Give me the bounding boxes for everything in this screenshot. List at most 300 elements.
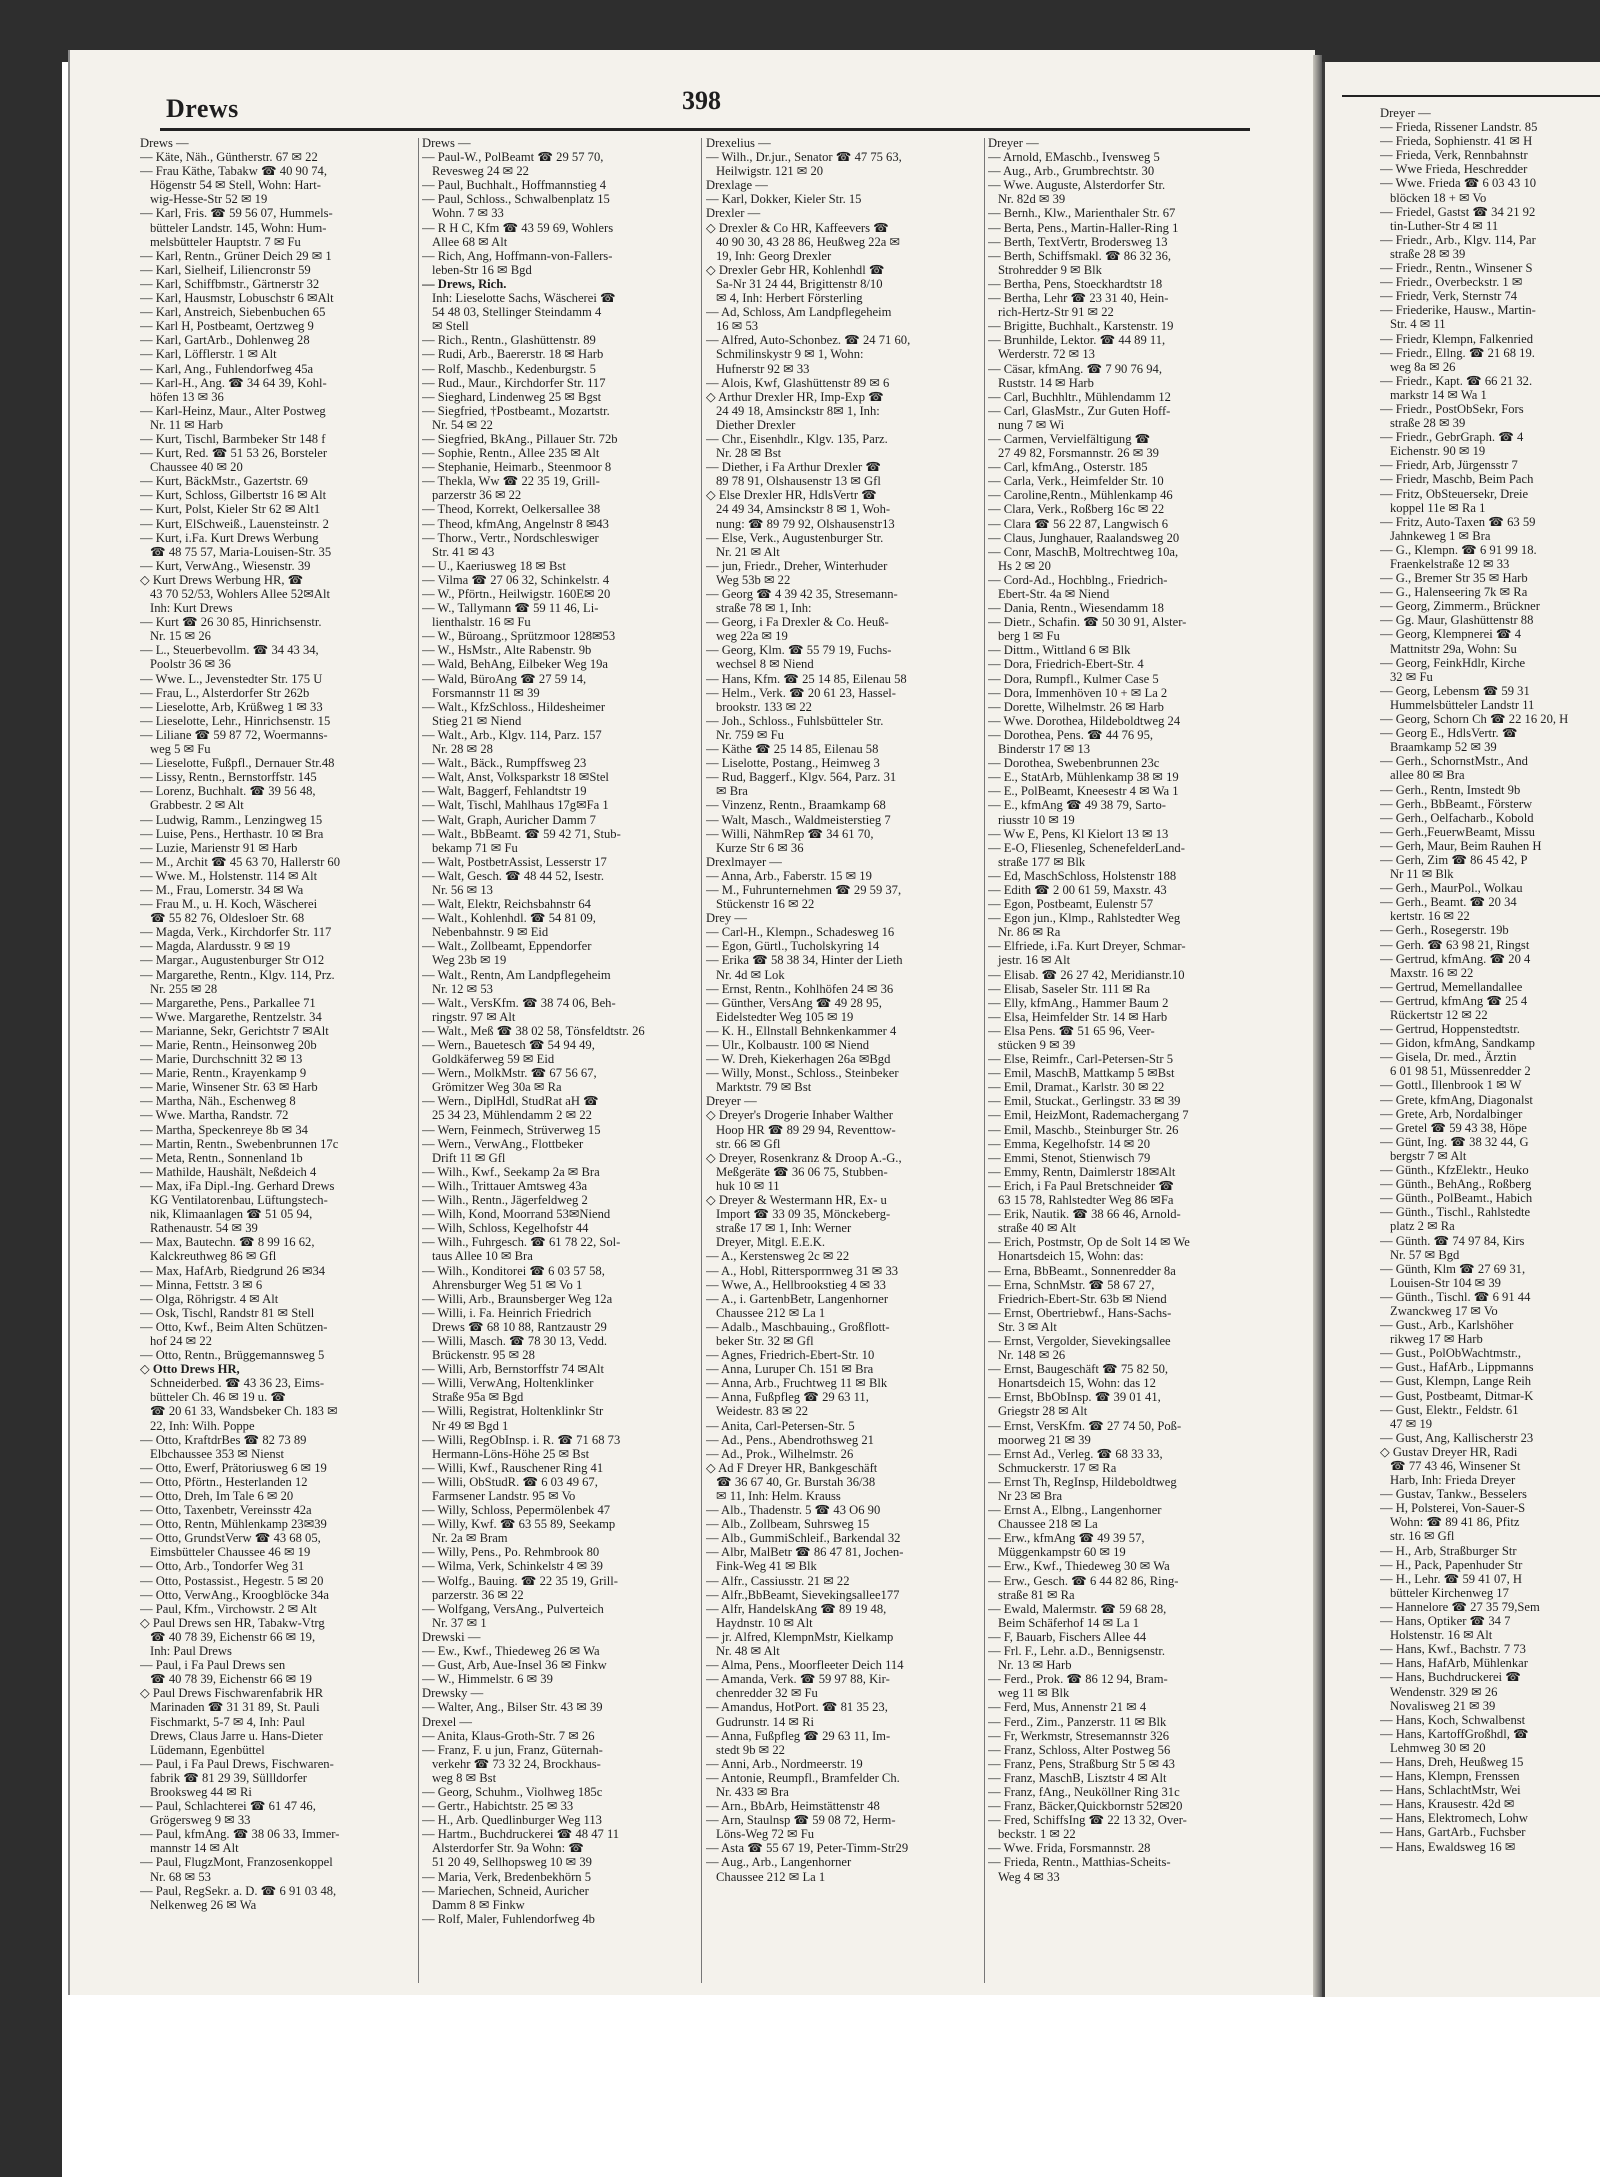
directory-entry: 43 70 52/53, Wohlers Allee 52✉Alt <box>150 587 331 601</box>
directory-entry: — Emil, HeizMont, Rademachergang 7 <box>988 1108 1189 1123</box>
directory-entry: — Alfr., Cassiusstr. 21 ✉ 22 <box>706 1573 850 1588</box>
directory-entry: — Ernst Ad., Verleg. ☎ 68 33 33, <box>988 1446 1163 1461</box>
directory-entry: Nr. 68 ✉ 53 <box>150 1869 211 1884</box>
directory-entry: weg 5 ✉ Fu <box>150 742 211 757</box>
directory-entry: — Frau Käthe, Tabakw ☎ 40 90 74, <box>140 164 328 179</box>
directory-entry: — Wilh., Kwf., Seekamp 2a ✉ Bra <box>422 1164 600 1179</box>
directory-entry: Hoop HR ☎ 89 29 94, Reventtow- <box>716 1122 896 1137</box>
directory-entry: — Otto, Kwf., Beim Alten Schützen- <box>140 1319 328 1334</box>
directory-entry: Binderstr 17 ✉ 13 <box>998 742 1091 757</box>
directory-entry: — Otto, Rentn., Brüggemannsweg 5 <box>140 1348 325 1363</box>
directory-entry: — Theod, Korrekt, Oelkersallee 38 <box>422 502 601 517</box>
directory-entry: beckstr. 1 ✉ 22 <box>998 1827 1076 1842</box>
directory-entry: — Wern., DiplHdl, StudRat aH ☎ <box>422 1094 599 1109</box>
directory-entry: Nr. 11 ✉ Harb <box>150 417 224 432</box>
directory-entry: — Gerh., Rentn, Imstedt 9b <box>1380 782 1521 797</box>
directory-entry: höfen 13 ✉ 36 <box>150 389 224 404</box>
directory-entry: — Willy, Kwf. ☎ 63 55 89, Seekamp <box>422 1517 616 1532</box>
directory-entry: — A., i. GartenbBetr, Langenhorner <box>706 1291 889 1306</box>
directory-entry: — Cäsar, kfmAng. ☎ 7 90 76 94, <box>988 361 1162 376</box>
directory-entry: — Magda, Verk., Kirchdorfer Str. 117 <box>140 925 332 940</box>
directory-entry: — Ewald, Malermstr. ☎ 59 68 28, <box>988 1601 1167 1616</box>
directory-entry: Hermann-Löns-Höhe 25 ✉ Bst <box>432 1446 590 1461</box>
directory-entry: — Georg, Zimmerm., Brückner <box>1380 599 1540 614</box>
directory-entry: — Georg, Klm. ☎ 55 79 19, Fuchs- <box>706 643 892 658</box>
directory-entry: Nr. 28 ✉ Bst <box>716 446 782 461</box>
directory-entry: moorweg 21 ✉ 39 <box>998 1432 1091 1447</box>
directory-entry: — Elfriede, i.Fa. Kurt Dreyer, Schmar- <box>988 939 1186 954</box>
directory-entry: rich-Hertz-Str 91 ✉ 22 <box>998 305 1114 320</box>
directory-entry: ◇ Paul Drews sen HR, Tabakw-Vtrg <box>140 1615 325 1630</box>
directory-entry: Kurze Str 6 ✉ 36 <box>716 840 804 855</box>
directory-entry: Str. 3 ✉ Alt <box>998 1319 1057 1334</box>
directory-entry: — Georg, Lebensm ☎ 59 31 <box>1380 683 1530 698</box>
directory-entry: — Hannelore ☎ 27 35 79,Sem <box>1380 1599 1540 1614</box>
directory-entry: — Emma, Kegelhofstr. 14 ✉ 20 <box>988 1136 1151 1151</box>
directory-entry: Kalckreuthweg 86 ✉ Gfl <box>150 1249 277 1264</box>
directory-entry: — G., Klempn. ☎ 6 91 99 18. <box>1380 542 1537 557</box>
directory-entry: Drews — <box>422 136 471 150</box>
directory-entry: — Marie, Winsener Str. 63 ✉ Harb <box>140 1080 318 1095</box>
directory-entry: wig-Hesse-Str 52 ✉ 19 <box>150 192 268 207</box>
directory-entry: Nr. 54 ✉ 22 <box>432 417 493 432</box>
directory-entry: stücken 9 ✉ 39 <box>998 1038 1076 1052</box>
directory-entry: — Friedr, Verk, Sternstr 74 <box>1380 289 1518 304</box>
directory-entry: Wohn: ☎ 89 41 86, Pfitz <box>1390 1515 1520 1530</box>
directory-entry: — Dorothea, Pens. ☎ 44 76 95, <box>988 727 1154 742</box>
directory-entry: huk 10 ✉ 11 <box>716 1178 780 1193</box>
directory-entry: — Walt, PostbetrAssist, Lesserstr 17 <box>422 854 607 869</box>
directory-entry: — Margarethe, Rentn., Klgv. 114, Prz. <box>140 967 335 982</box>
directory-entry: — Hartm., Buchdruckerei ☎ 48 47 11 <box>422 1827 620 1842</box>
directory-entry: — Paul, Schlachterei ☎ 61 47 46, <box>140 1799 316 1814</box>
directory-entry: straße 81 ✉ Ra <box>998 1587 1075 1602</box>
directory-entry: stedt 9b ✉ 22 <box>716 1742 785 1757</box>
directory-entry: — Adalb., Maschbauing., Großflott- <box>706 1319 890 1334</box>
directory-entry: — Antonie, Reumpfl., Bramfelder Ch. <box>706 1770 900 1785</box>
header-rule-right-page <box>1342 95 1600 97</box>
directory-entry: — A., Kerstensweg 2c ✉ 22 <box>706 1249 850 1264</box>
directory-entry: — W., Büroang., Sprützmoor 128✉53 <box>422 629 616 644</box>
directory-entry: Nr. 255 ✉ 28 <box>150 981 218 996</box>
directory-entry: koppel 11e ✉ Ra 1 <box>1390 500 1486 515</box>
directory-entry: Allee 68 ✉ Alt <box>432 234 508 249</box>
directory-entry: Revesweg 24 ✉ 22 <box>432 164 529 179</box>
directory-entry: 27 49 82, Forsmannstr. 26 ✉ 39 <box>998 446 1159 461</box>
directory-entry: — Walter, Ang., Bilser Str. 43 ✉ 39 <box>422 1700 603 1715</box>
directory-entry: — Gust, Ang, Kallischerstr 23 <box>1380 1430 1534 1445</box>
directory-entry: Hummelsbütteler Landstr 11 <box>1390 697 1535 712</box>
directory-entry: — Wwe. Margarethe, Rentzelstr. 34 <box>140 1009 322 1024</box>
directory-entry: — Gidon, kfmAng, Sandkamp <box>1380 1036 1535 1051</box>
directory-entry: Nr. 759 ✉ Fu <box>716 727 784 742</box>
directory-entry: — Dittm., Wittland 6 ✉ Blk <box>988 643 1131 658</box>
directory-entry: — Günth., KfzElektr., Heuko <box>1380 1163 1529 1178</box>
directory-entry: — Georg, Klempnerei ☎ 4 <box>1380 627 1522 642</box>
directory-entry: — W. Dreh, Kiekerhagen 26a ✉Bgd <box>706 1052 891 1067</box>
directory-entry: — Maria, Verk, Bredenbekhörn 5 <box>422 1869 592 1884</box>
directory-entry: — Walt., Meß ☎ 38 02 58, Tönsfeldtstr. 26 <box>422 1023 645 1038</box>
directory-entry: — Paul, Buchhalt., Hoffmannstieg 4 <box>422 178 607 193</box>
directory-entry: Drews ☎ 68 10 88, Rantzaustr 29 <box>432 1319 607 1334</box>
directory-entry: — Stephanie, Heimarb., Steenmoor 8 <box>422 460 612 475</box>
directory-entry: — Gg. Maur, Glashüttenstr 88 <box>1380 613 1534 628</box>
directory-entry: — Gust, Postbeamt, Ditmar-K <box>1380 1388 1534 1403</box>
directory-entry: — Carl-H., Klempn., Schadesweg 16 <box>706 925 895 940</box>
directory-entry: — Franz, Bäcker,Quickbornstr 52✉20 <box>988 1799 1183 1814</box>
directory-entry: — Kurt, Schloss, Gilbertstr 16 ✉ Alt <box>140 488 327 503</box>
directory-entry: Chaussee 40 ✉ 20 <box>150 460 243 475</box>
directory-entry: — Gust, Elektr., Feldstr. 61 <box>1380 1402 1519 1417</box>
directory-entry: berg 1 ✉ Fu <box>998 629 1060 644</box>
directory-entry: — Dora, Friedrich-Ebert-Str. 4 <box>988 657 1144 672</box>
directory-entry: — Willy, Schloss, Pepermölenbek 47 <box>422 1503 611 1518</box>
directory-entry: — Ferd, Mus, Annenstr 21 ✉ 4 <box>988 1700 1147 1715</box>
directory-entry: jestr. 16 ✉ Alt <box>998 953 1071 968</box>
directory-entry: — Aug., Arb., Langenhorner <box>706 1855 852 1870</box>
column-divider <box>701 138 702 1983</box>
directory-entry: Brückenstr. 95 ✉ 28 <box>432 1348 535 1363</box>
directory-entry: — Anna, Arb., Faberstr. 15 ✉ 19 <box>706 868 872 883</box>
directory-entry: — Walt., VersKfm. ☎ 38 74 06, Beh- <box>422 995 616 1010</box>
directory-entry: Nr. 148 ✉ 26 <box>998 1348 1066 1363</box>
directory-entry: — Arnold, EMaschb., Ivensweg 5 <box>988 150 1160 165</box>
directory-entry: — Alb., GummiSchleif., Barkendal 32 <box>706 1531 901 1546</box>
directory-entry: — Cord-Ad., Hochblng., Friedrich- <box>988 572 1168 587</box>
directory-entry: — Fr, Werkmstr, Stresemannstr 326 <box>988 1728 1170 1743</box>
directory-entry: Schmilinskystr 9 ✉ 1, Wohn: <box>716 347 864 362</box>
directory-entry: — Marianne, Sekr, Gerichtstr 7 ✉Alt <box>140 1023 329 1038</box>
directory-entry: — Frau M., u. H. Koch, Wäscherei <box>140 897 318 912</box>
directory-entry: — Clara, Verk., Roßberg 16c ✉ 22 <box>988 502 1165 517</box>
directory-entry: — Arn, Staulnsp ☎ 59 08 72, Herm- <box>706 1813 896 1828</box>
directory-entry: — Erw., Gesch. ☎ 6 44 82 86, Ring- <box>988 1573 1179 1588</box>
directory-entry: — Wwe. Frida, Forsmannstr. 28 <box>988 1841 1151 1856</box>
directory-entry: — Hans, Klempn, Frenssen <box>1380 1769 1520 1784</box>
directory-entry: Weg 53b ✉ 22 <box>716 572 791 587</box>
directory-entry: — Gerh., BbBeamt., Försterw <box>1380 796 1533 811</box>
directory-entry: — Karl, Ang., Fuhlendorfweg 45a <box>140 361 314 376</box>
directory-entry: — Elisab, Saseler Str. 111 ✉ Ra <box>988 981 1151 996</box>
directory-entry: markstr 14 ✉ Wa 1 <box>1390 387 1487 402</box>
directory-entry: — Gerh. ☎ 63 98 21, Ringst <box>1380 937 1530 952</box>
directory-entry: — Hans, Koch, Schwalbenst <box>1380 1712 1526 1727</box>
directory-entry: — H., Arb. Quedlinburger Weg 113 <box>422 1813 602 1828</box>
directory-entry: Löns-Weg 72 ✉ Fu <box>716 1827 815 1842</box>
directory-entry: — Gertr., Habichtstr. 25 ✉ 33 <box>422 1799 574 1814</box>
directory-entry: Forsmannstr 11 ✉ 39 <box>432 685 540 700</box>
directory-entry: — Wern, Feinmech, Strüverweg 15 <box>422 1122 601 1137</box>
directory-entry: — Marie, Rentn., Heinsonweg 20b <box>140 1038 317 1052</box>
directory-entry: Nebenbahnstr. 9 ✉ Eid <box>432 925 549 940</box>
directory-entry: — W., Himmelstr. 6 ✉ 39 <box>422 1672 553 1687</box>
directory-entry: bütteler Kirchenweg 17 <box>1390 1585 1509 1600</box>
directory-entry: — Martha, Speckenreye 8b ✉ 34 <box>140 1122 308 1137</box>
directory-entry: Müggenkampstr 60 ✉ 19 <box>998 1545 1126 1560</box>
directory-entry: Straße 95a ✉ Bgd <box>432 1390 524 1405</box>
directory-entry: — Otto, KraftdrBes ☎ 82 73 89 <box>140 1432 307 1447</box>
directory-entry: Lehmweg 30 ✉ 20 <box>1390 1740 1486 1755</box>
directory-entry: — Fritz, ObSteuersekr, Dreie <box>1380 486 1529 501</box>
directory-entry: Novalisweg 21 ✉ 39 <box>1390 1698 1496 1713</box>
directory-entry: 47 ✉ 19 <box>1390 1416 1433 1431</box>
directory-entry: — Brunhilde, Lektor. ☎ 44 89 11, <box>988 333 1166 348</box>
directory-entry: Drexler — <box>706 206 761 221</box>
directory-entry: — Wilh., Rentn., Jägerfeldweg 2 <box>422 1193 588 1208</box>
directory-entry: — Walt., KfzSchloss., Hildesheimer <box>422 699 606 714</box>
directory-entry: — Friederike, Hausw., Martin- <box>1380 303 1536 318</box>
directory-entry: — E., kfmAng ☎ 49 38 79, Sarto- <box>988 798 1166 813</box>
directory-entry: — Hans, HafArb, Mühlenkar <box>1380 1656 1528 1671</box>
directory-entry: — Hans, Dreh, Heußweg 15 <box>1380 1754 1524 1769</box>
directory-entry: — Rich, Ang, Hoffmann-von-Fallers- <box>422 248 613 263</box>
page-title: Drews <box>166 94 239 123</box>
directory-entry: Weidestr. 83 ✉ 22 <box>716 1404 809 1419</box>
directory-entry: — Anna, Luruper Ch. 151 ✉ Bra <box>706 1362 874 1377</box>
directory-entry: — Friedr., Ellng. ☎ 21 68 19. <box>1380 345 1535 360</box>
directory-entry: — Ad., Prok., Wilhelmstr. 26 <box>706 1446 854 1461</box>
directory-entry: — Walt, Elektr, Reichsbahnstr 64 <box>422 897 591 912</box>
directory-entry: — Paul, RegSekr. a. D. ☎ 6 91 03 48, <box>140 1883 337 1898</box>
directory-entry: — Gertrud, kfmAng. ☎ 20 4 <box>1380 951 1531 966</box>
directory-entry: — Friedr, Klempn, Falkenried <box>1380 331 1534 346</box>
directory-entry: Brooksweg 44 ✉ Ri <box>150 1784 252 1799</box>
directory-entry: Str. 41 ✉ 43 <box>432 544 495 559</box>
directory-entry: — Ernst, Rentn., Kohlhöfen 24 ✉ 36 <box>706 981 894 996</box>
directory-entry: — Wern., Bauetesch ☎ 54 94 49, <box>422 1038 595 1052</box>
directory-entry: Hufnerstr 92 ✉ 33 <box>716 361 810 376</box>
directory-entry: — W., Tallymann ☎ 59 11 46, Li- <box>422 601 599 616</box>
directory-entry: — Dora, Immenhöven 10 + ✉ La 2 <box>988 685 1168 700</box>
directory-entry: — jr. Alfred, KlempnMstr, Kielkamp <box>706 1629 894 1644</box>
directory-entry: Dreyer — <box>706 1094 757 1109</box>
directory-entry: — Frieda, Verk, Rennbahnstr <box>1380 148 1528 163</box>
directory-entry: — Otto, Arb., Tondorfer Weg 31 <box>140 1559 305 1574</box>
directory-entry: ◇ Kurt Drews Werbung HR, ☎ <box>140 572 304 587</box>
directory-entry: — Willi, ObStudR. ☎ 6 03 49 67, <box>422 1474 598 1489</box>
directory-entry: — Carl, Buchhltr., Mühlendamm 12 <box>988 389 1171 404</box>
directory-entry: — Walt, Anst, Volksparkstr 18 ✉Stel <box>422 770 609 785</box>
directory-entry: — Kurt, Tischl, Barmbeker Str 148 f <box>140 431 326 446</box>
directory-entry: — Anita, Klaus-Groth-Str. 7 ✉ 26 <box>422 1728 595 1743</box>
directory-entry: — Wwe Frieda, Heschredder <box>1380 162 1528 177</box>
directory-entry: ◇ Dreyer & Westermann HR, Ex- u <box>706 1193 887 1208</box>
directory-entry: bergstr 7 ✉ Alt <box>1390 1148 1467 1163</box>
directory-column-2 <box>422 136 697 1986</box>
directory-entry: 6 01 98 51, Müssenredder 2 <box>1390 1064 1531 1079</box>
directory-entry: ◇ Dreyer, Rosenkranz & Droop A.-G., <box>706 1150 902 1165</box>
directory-entry: — Amanda, Verk. ☎ 59 97 88, Kir- <box>706 1672 890 1687</box>
directory-entry: — Karl, Hausmstr, Lobuschstr 6 ✉Alt <box>140 291 334 306</box>
directory-entry: — Agnes, Friedrich-Ebert-Str. 10 <box>706 1348 875 1363</box>
directory-entry: str. 66 ✉ Gfl <box>716 1136 781 1151</box>
directory-entry: weg 11 ✉ Blk <box>998 1686 1070 1701</box>
directory-entry: Drexlmayer — <box>706 854 782 869</box>
directory-entry: Hs 2 ✉ 20 <box>998 558 1051 573</box>
directory-entry: — Walt., Kohlenhdl. ☎ 54 81 09, <box>422 911 596 926</box>
directory-entry: ☎ 20 61 33, Wandsbeker Ch. 183 ✉ <box>150 1404 338 1419</box>
directory-entry: — Max, Bautechn. ☎ 8 99 16 62, <box>140 1235 315 1250</box>
directory-entry: — Magda, Alardusstr. 9 ✉ 19 <box>140 939 291 954</box>
directory-entry: — Lieselotte, Fußpfl., Dernauer Str.48 <box>140 756 335 771</box>
directory-entry: — L., Steuerbevollm. ☎ 34 43 34, <box>140 643 319 658</box>
directory-entry: ☎ 77 43 46, Winsener St <box>1390 1459 1521 1473</box>
directory-entry: — Ulr., Kolbaustr. 100 ✉ Niend <box>706 1038 870 1052</box>
directory-entry: — Wolfgang, VersAng., Pulverteich <box>422 1601 604 1616</box>
directory-entry: — Ernst, Vergolder, Sievekingsallee <box>988 1333 1171 1348</box>
directory-entry: — A., Hobl, Rittersporrnweg 31 ✉ 33 <box>706 1263 899 1278</box>
directory-entry: Inh: Lieselotte Sachs, Wäscherei ☎ <box>432 291 616 306</box>
directory-entry: — Elsa Pens. ☎ 51 65 96, Veer- <box>988 1023 1155 1038</box>
directory-entry: — Karl, Löfflerstr. 1 ✉ Alt <box>140 347 277 362</box>
directory-entry: — Erik, Nautik. ☎ 38 66 46, Arnold- <box>988 1207 1181 1222</box>
page-number: 398 <box>682 86 721 115</box>
directory-entry: — Gerh., MaurPol., Wolkau <box>1380 881 1523 896</box>
directory-entry: — Dora, Rumpfl., Kulmer Case 5 <box>988 671 1159 686</box>
directory-entry: Nr. 82d ✉ 39 <box>998 192 1066 207</box>
directory-entry: Damm 8 ✉ Finkw <box>432 1897 525 1912</box>
directory-entry: Eichenstr. 90 ✉ 19 <box>1390 444 1486 459</box>
directory-entry: — Günth., PolBeamt., Habich <box>1380 1191 1533 1206</box>
directory-entry: — Bernh., Klw., Marienthaler Str. 67 <box>988 206 1176 221</box>
directory-entry: parzerstr. 36 ✉ 22 <box>432 1587 524 1602</box>
directory-entry: 25 34 23, Mühlendamm 2 ✉ 22 <box>432 1108 592 1123</box>
directory-entry: — Willy, Monst., Schloss., Steinbeker <box>706 1066 899 1081</box>
directory-entry: — Max, HafArb, Riedgrund 26 ✉34 <box>140 1263 326 1278</box>
directory-entry: — Drews, Rich. <box>422 276 507 291</box>
directory-entry: — Asta ☎ 55 67 19, Peter-Timm-Str29 <box>706 1841 909 1856</box>
directory-entry: — Gretel ☎ 59 43 38, Höpe <box>1380 1120 1527 1135</box>
directory-entry: — Gustav, Tankw., Besselers <box>1380 1487 1527 1502</box>
directory-entry: Farmsener Landstr. 95 ✉ Vo <box>432 1489 576 1503</box>
directory-entry: — Rolf, Maschb., Kedenburgstr. 5 <box>422 361 596 376</box>
directory-entry: — Walt., Zollbeamt, Eppendorfer <box>422 939 592 954</box>
directory-entry: Beim Schäferhof 14 ✉ La 1 <box>998 1615 1139 1630</box>
directory-entry: — Mariechen, Schneid, Auricher <box>422 1883 589 1898</box>
directory-entry: Jahnkeweg 1 ✉ Bra <box>1390 528 1491 543</box>
directory-entry: — Otto, Ewerf, Prätoriusweg 6 ✉ 19 <box>140 1460 327 1475</box>
directory-entry: Stückenstr 16 ✉ 22 <box>716 897 815 912</box>
directory-entry: Lüdemann, Egenbüttel <box>150 1742 265 1757</box>
directory-entry: Meßgeräte ☎ 36 06 75, Stubben- <box>716 1164 888 1179</box>
directory-entry: Ebert-Str. 4a ✉ Niend <box>998 587 1110 601</box>
directory-entry: — Dorette, Wilhelmstr. 26 ✉ Harb <box>988 699 1164 714</box>
directory-entry: Louisen-Str 104 ✉ 39 <box>1390 1275 1501 1290</box>
directory-entry: platz 2 ✉ Ra <box>1390 1219 1455 1234</box>
directory-entry: — Erich, i Fa Paul Bretschneider ☎ <box>988 1178 1175 1193</box>
directory-entry: — Franz, MaschB, Lisztstr 4 ✉ Alt <box>988 1770 1167 1785</box>
directory-entry: — Willy, Pens., Po. Rehmbrook 80 <box>422 1545 600 1560</box>
directory-entry: — Gottl., Illenbrook 1 ✉ W <box>1380 1078 1522 1093</box>
directory-entry: — Bertha, Pens, Stoeckhardtstr 18 <box>988 276 1163 291</box>
scan-border-left <box>0 0 62 2177</box>
directory-entry: — jun, Friedr., Dreher, Winterhuder <box>706 558 888 573</box>
directory-entry: — Karl H, Postbeamt, Oertzweg 9 <box>140 319 314 334</box>
directory-entry: melsbütteler Hauptstr. 7 ✉ Fu <box>150 234 301 249</box>
directory-entry: brookstr. 133 ✉ 22 <box>716 699 812 714</box>
directory-entry: Grögersweg 9 ✉ 33 <box>150 1813 251 1828</box>
directory-entry: weg 8 ✉ Bst <box>432 1770 497 1785</box>
directory-entry: — Theod, kfmAng, Angelnstr 8 ✉43 <box>422 516 609 531</box>
directory-entry: — Ed, MaschSchloss, Holstenstr 188 <box>988 868 1177 883</box>
directory-entry: — Wilh., Dr.jur., Senator ☎ 47 75 63, <box>706 150 902 165</box>
directory-entry: Nr. 433 ✉ Bra <box>716 1784 789 1799</box>
directory-entry: — Anni, Arb., Nordmeerstr. 19 <box>706 1756 863 1771</box>
directory-entry: Nr. 4d ✉ Lok <box>716 967 785 982</box>
directory-entry: parzerstr 36 ✉ 22 <box>432 488 522 503</box>
directory-entry: — Mathilde, Haushält, Neßdeich 4 <box>140 1164 317 1179</box>
directory-entry: — Anna, Fußpfleg ☎ 29 63 11, <box>706 1390 869 1405</box>
directory-entry: — Alfr.,BbBeamt, Sievekingsallee177 <box>706 1587 900 1602</box>
directory-entry: — Friedr., Rentn., Winsener S <box>1380 261 1533 276</box>
directory-entry: ◇ Else Drexler HR, HdlsVertr ☎ <box>706 488 877 503</box>
directory-entry: — Karl, Sielheif, Liliencronstr 59 <box>140 262 311 277</box>
directory-entry: rikweg 17 ✉ Harb <box>1390 1332 1483 1347</box>
directory-entry: — Emmi, Stenot, Stienwisch 79 <box>988 1150 1151 1165</box>
directory-entry: — Dorothea, Swebenbrunnen 23c <box>988 756 1160 771</box>
directory-entry: Grömitzer Weg 30a ✉ Ra <box>432 1080 562 1095</box>
directory-entry: — Lieselotte, Arb, Krüßweg 1 ✉ 33 <box>140 699 323 714</box>
directory-column-5-right-page <box>1380 106 1600 1956</box>
directory-entry: Haydnstr. 10 ✉ Alt <box>716 1615 813 1630</box>
directory-entry: — Ad, Schloss, Am Landpflegeheim <box>706 305 892 320</box>
directory-entry: — Edith ☎ 2 00 61 59, Maxstr. 43 <box>988 882 1167 897</box>
directory-entry: — Siegfried, BkAng., Pillauer Str. 72b <box>422 431 618 446</box>
directory-entry: — Alma, Pens., Moorfleeter Deich 114 <box>706 1658 904 1673</box>
directory-entry: 24 49 34, Amsinckstr 8 ✉ 1, Woh- <box>716 502 891 517</box>
directory-entry: — Clara ☎ 56 22 87, Langwisch 6 <box>988 516 1169 531</box>
directory-entry: Nr. 28 ✉ 28 <box>432 742 493 757</box>
directory-entry: 19, Inh: Georg Drexler <box>716 248 832 263</box>
directory-entry: — Emil, MaschB, Mattkamp 5 ✉Bst <box>988 1066 1175 1081</box>
directory-entry: — Willi, NähmRep ☎ 34 61 70, <box>706 826 874 841</box>
directory-entry: — Wilh., Trittauer Amtsweg 43a <box>422 1178 588 1193</box>
directory-entry: — Marie, Durchschnitt 32 ✉ 13 <box>140 1052 303 1067</box>
directory-entry: Marktstr. 79 ✉ Bst <box>716 1080 812 1095</box>
directory-entry: — Rudi, Arb., Baererstr. 18 ✉ Harb <box>422 347 604 362</box>
directory-entry: — Gerh., Rosegerstr. 19b <box>1380 923 1509 938</box>
directory-entry: wechsel 8 ✉ Niend <box>716 657 814 672</box>
directory-entry: Nr 11 ✉ Blk <box>1390 867 1454 882</box>
directory-entry: Chaussee 212 ✉ La 1 <box>716 1305 826 1320</box>
directory-entry: ✉ 4, Inh: Herbert Försterling <box>716 291 863 306</box>
directory-entry: Nelkenweg 26 ✉ Wa <box>150 1897 257 1912</box>
directory-column-4 <box>988 136 1278 1986</box>
directory-entry: — Aug., Arb., Grumbrechtstr. 30 <box>988 164 1155 179</box>
directory-entry: Nr. 56 ✉ 13 <box>432 882 493 897</box>
directory-entry: — Margarethe, Pens., Parkallee 71 <box>140 995 316 1010</box>
directory-entry: — H, Polsterei, Von-Sauer-S <box>1380 1501 1526 1516</box>
directory-entry: Strohredder 9 ✉ Blk <box>998 262 1102 277</box>
directory-entry: — Franz, F. u jun, Franz, Güternah- <box>422 1742 603 1757</box>
directory-entry: — Hans, Optiker ☎ 34 7 <box>1380 1614 1511 1629</box>
column-divider <box>984 138 985 1983</box>
directory-entry: — Grete, Arb, Nordalbinger <box>1380 1106 1523 1121</box>
directory-entry: — Dania, Rentn., Wiesendamm 18 <box>988 601 1164 616</box>
directory-entry: ☎ 40 78 39, Eichenstr 66 ✉ 19, <box>150 1629 316 1644</box>
directory-entry: — Liselotte, Postang., Heimweg 3 <box>706 756 880 771</box>
directory-entry: — Wwe. Martha, Randstr. 72 <box>140 1108 289 1123</box>
directory-entry: Poolstr 36 ✉ 36 <box>150 657 231 672</box>
directory-entry: — E., StatArb, Mühlenkamp 38 ✉ 19 <box>988 770 1179 785</box>
directory-entry: — Kurt, Polst, Kieler Str 62 ✉ Alt1 <box>140 502 321 517</box>
directory-entry: — E-O, Fliesenleg, SchenefelderLand- <box>988 840 1185 855</box>
directory-entry: — Chr., Eisenhdlr., Klgv. 135, Parz. <box>706 431 888 446</box>
directory-entry: — Elsa, Heimfelder Str. 14 ✉ Harb <box>988 1009 1168 1024</box>
directory-entry: nik, Klimaanlagen ☎ 51 05 94, <box>150 1207 313 1222</box>
directory-entry: — Alois, Kwf, Glashüttenstr 89 ✉ 6 <box>706 375 890 390</box>
directory-entry: — Hans, SchlachtMstr, Wei <box>1380 1783 1521 1798</box>
